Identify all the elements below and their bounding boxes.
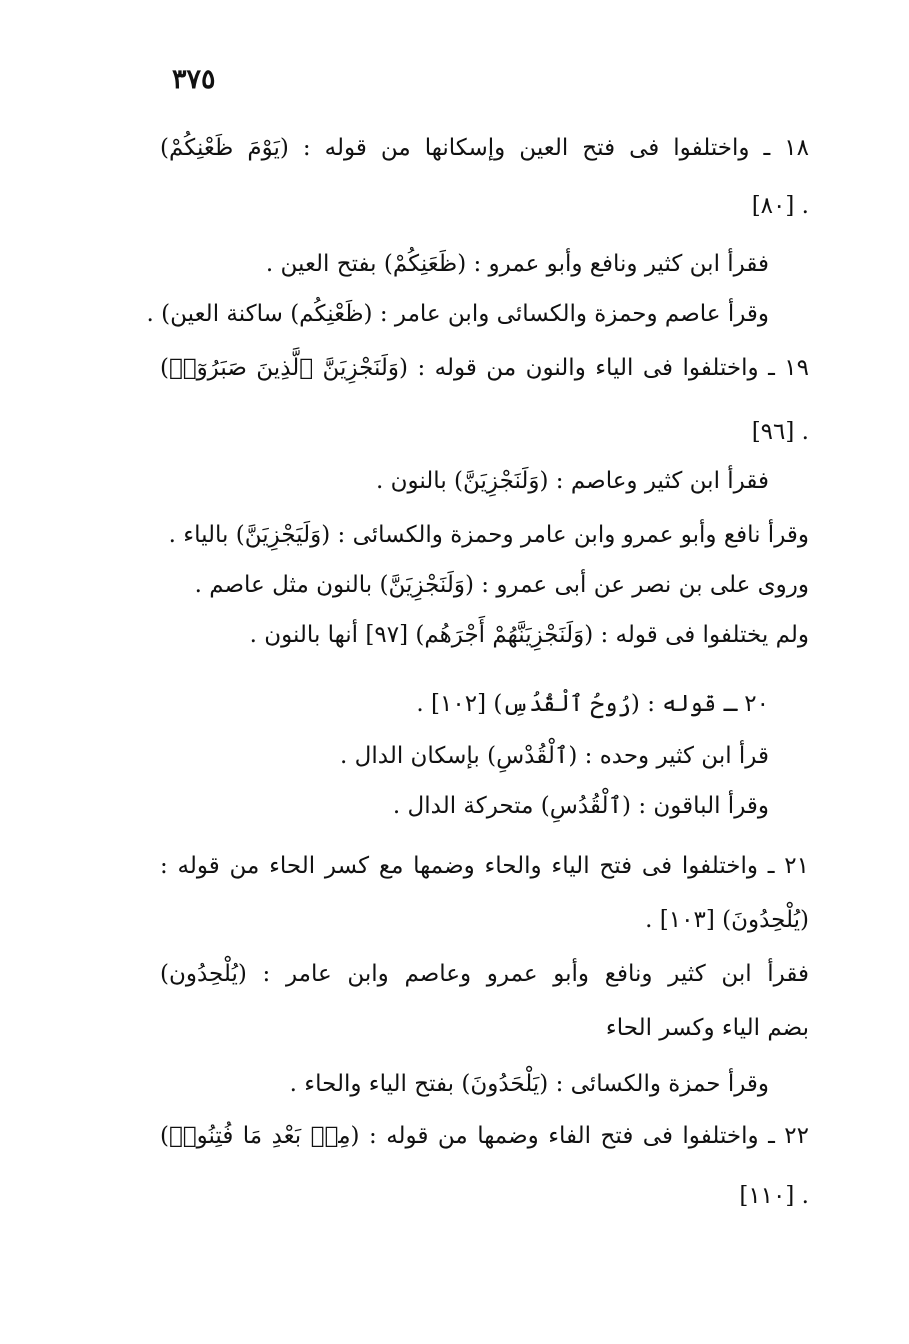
text-line: فقرأ ابن كثير وعاصم : (وَلَنَجْزِيَنَّ) بالنون . bbox=[375, 468, 769, 494]
page-number: ٣٧٥ bbox=[172, 64, 216, 95]
text-line: فقرأ ابن كثير ونافع وأبو عمرو : (ظَعَنِكُمْ) بفتح العين . bbox=[265, 251, 769, 277]
text-line: ١٨ ـ واختلفوا فى فتح العين وإسكانها من قوله : (يَوْمَ ظَعْنِكُمْ) bbox=[160, 135, 809, 161]
text-line: [١١٠] . bbox=[739, 1183, 809, 1209]
text-line: ولم يختلفوا فى قوله : (وَلَنَجْزِيَنَّهُمْ أَجْرَهُم) [٩٧] أنها بالنون . bbox=[249, 622, 809, 648]
text-line: ٢٢ ـ واختلفوا فى فتح الفاء وضمها من قوله : (مِنۢ بَعْدِ مَا فُتِنُوا۟) bbox=[160, 1123, 809, 1149]
text-line: [٩٦] . bbox=[751, 419, 809, 445]
text-line: ٢٠ ـ قوله : (رُوحُ ٱلْقُدُسِ) [١٠٢] . bbox=[416, 691, 769, 717]
text-line: بضم الياء وكسر الحاء bbox=[605, 1015, 809, 1041]
text-line: ١٩ ـ واختلفوا فى الياء والنون من قوله : (وَلَنَجْزِيَنَّ ٱلَّذِينَ صَبَرُوٓا۟) bbox=[160, 355, 809, 381]
text-line: قرأ ابن كثير وحده : (ٱلْقُدْسِ) بإسكان الدال . bbox=[340, 743, 769, 769]
text-line: وروى على بن نصر عن أبى عمرو : (وَلَنَجْزِيَنَّ) بالنون مثل عاصم . bbox=[194, 572, 809, 598]
text-line: وقرأ عاصم وحمزة والكسائى وابن عامر : (ظَعْنِكُم) ساكنة العين) . bbox=[146, 301, 769, 327]
text-line: وقرأ الباقون : (ٱلْقُدُسِ) متحركة الدال . bbox=[392, 793, 769, 819]
text-line: فقرأ ابن كثير ونافع وأبو عمرو وعاصم وابن عامر : (يُلْحِدُون) bbox=[160, 961, 809, 987]
text-line: وقرأ حمزة والكسائى : (يَلْحَدُونَ) بفتح الياء والحاء . bbox=[289, 1071, 769, 1097]
text-line: وقرأ نافع وأبو عمرو وابن عامر وحمزة والكسائى : (وَلَيَجْزِيَنَّ) بالياء . bbox=[168, 522, 809, 548]
text-line: ٢١ ـ واختلفوا فى فتح الياء والحاء وضمها مع كسر الحاء من قوله : bbox=[160, 853, 809, 879]
text-line: [٨٠] . bbox=[751, 193, 809, 219]
text-line: (يُلْحِدُونَ) [١٠٣] . bbox=[645, 907, 809, 933]
